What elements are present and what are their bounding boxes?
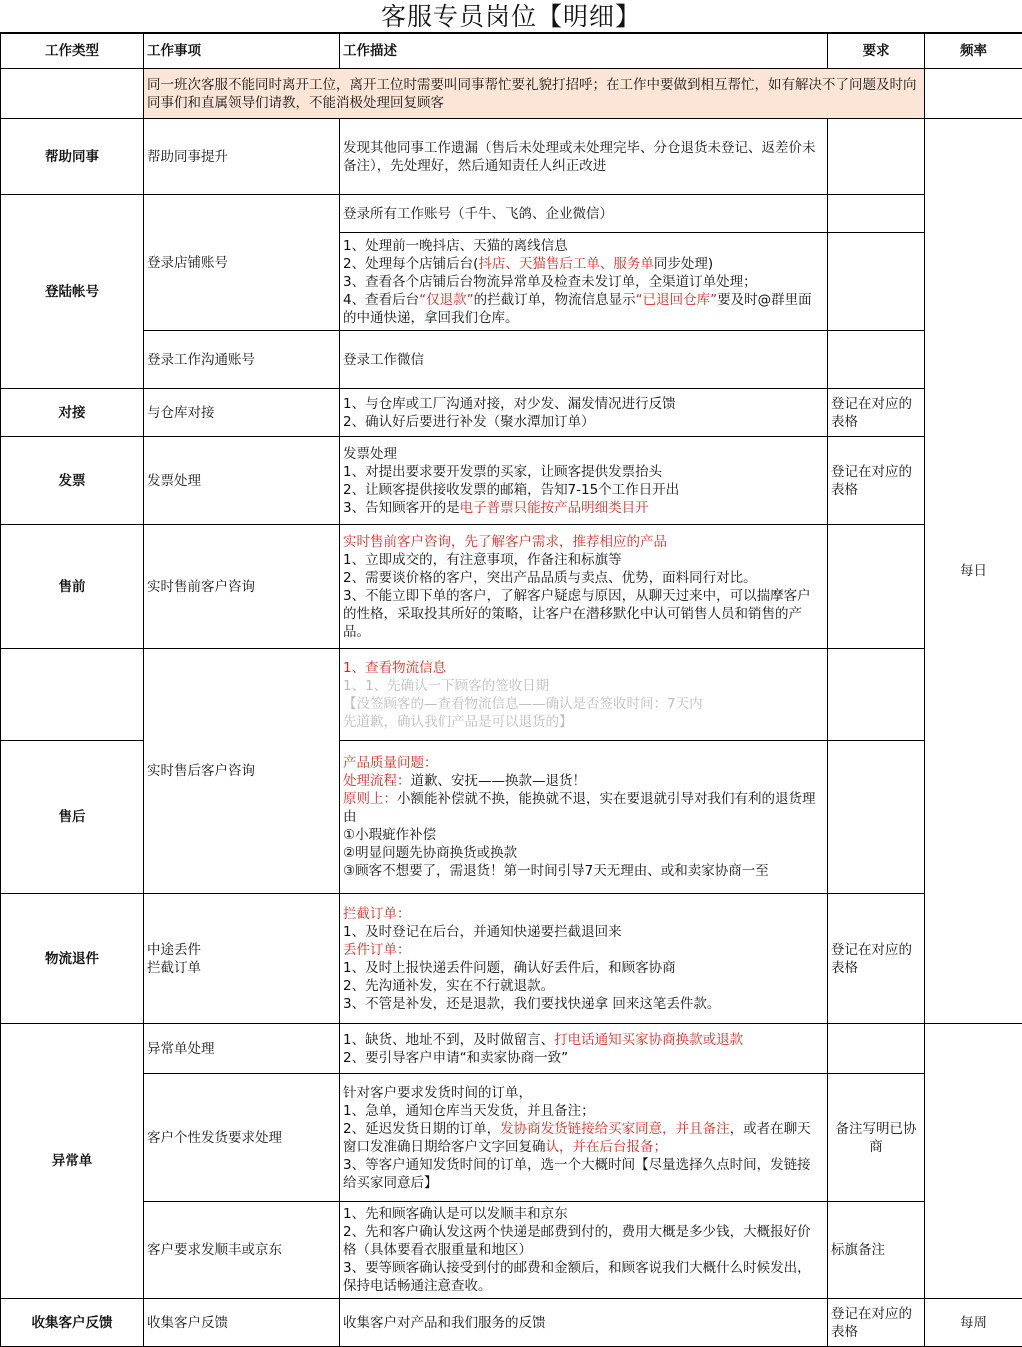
row-logistics	[1, 894, 1022, 1024]
type-dock: 对接	[1, 389, 144, 437]
desc-aftersale-logistics: 1、查看物流信息 1、1、先确认一下顾客的签收日期 【没签顾客的—查看物流信息——确认是否签收时间：7天内 先道歉，确认我们产品是可以退货的】	[340, 649, 828, 741]
desc-help: 发现其他同事工作遗漏（售后未处理或未处理完毕、分仓退货未登记、返差价未备注），先处理好，然后通知责任人纠正改进	[340, 119, 828, 195]
row-presale	[1, 525, 1022, 649]
desc-feedback: 收集客户对产品和我们服务的反馈	[340, 1299, 828, 1347]
page-title: 客服专员岗位【明细】	[0, 0, 1022, 33]
row-help	[1, 119, 1022, 195]
duty-table	[0, 33, 1022, 1347]
req-abnormal-2: 备注写明已协商	[828, 1074, 925, 1202]
item-login-store: 登录店铺账号	[144, 195, 340, 331]
login-line-4: 4、查看后台“仅退款”的拦截订单，物流信息显示“已退回仓库”要及时@群里面的中通快递，拿回我们仓库。	[343, 291, 812, 326]
login-line-3: 3、查看各个店铺后台物流异常单及检查未发订单，全渠道订单处理；	[343, 273, 757, 290]
type-logistics: 物流退件	[1, 894, 144, 1024]
req-aftersale-2	[828, 741, 925, 894]
header-item: 工作事项	[144, 34, 340, 69]
item-abnormal-3: 客户要求发顺丰或京东	[144, 1202, 340, 1299]
item-dock: 与仓库对接	[144, 389, 340, 437]
desc-abnormal-3: 1、先和顾客确认是可以发顺丰和京东 2、先和客户确认发这两个快递是邮费到付的，费用大概是多少钱，大概报好价格（具体要看衣服重量和地区） 3、要等顾客确认接受到付的邮费和金额后，和顾客说我们大概什么时候发出，保持电话畅通注意查收。	[340, 1202, 828, 1299]
item-logistics: 中途丢件 拦截订单	[144, 894, 340, 1024]
desc-login-store	[340, 233, 828, 331]
item-abnormal-2: 客户个性发货要求处理	[144, 1074, 340, 1202]
header-freq: 频率	[925, 34, 1022, 69]
req-login-1b	[828, 233, 925, 331]
type-invoice: 发票	[1, 437, 144, 525]
row-abnormal-2	[1, 1074, 1022, 1202]
item-help: 帮助同事提升	[144, 119, 340, 195]
desc-presale: 实时售前客户咨询，先了解客户需求，推荐相应的产品 1、立即成交的，有注意事项，作备注和标旗等 2、需要谈价格的客户，突出产品品质与卖点、优势，面料同行对比。 3、不能立即下单的客户，了解客户疑虑与原因，从聊天过来中，可以揣摩客户的性格，采取投其所好的策略，让客户在潜移默化中认可销售人员和销售的产品。	[340, 525, 828, 649]
header-type: 工作类型	[1, 34, 144, 69]
note-row	[1, 69, 1022, 119]
type-aftersale: 售后	[1, 741, 144, 894]
row-login-1a	[1, 195, 1022, 233]
note-empty-cell	[1, 69, 144, 119]
desc-aftersale-quality: 产品质量问题： 处理流程：道歉、安抚——换款—退货！ 原则上：小额能补偿就不换，能换就不退，实在要退就引导对我们有利的退货理由 ①小瑕疵作补偿 ②明显问题先协商换货或换款 ③顾客不想要了，需退货！第一时间引导7天无理由、或和卖家协商一至	[340, 741, 828, 894]
row-aftersale-1	[1, 649, 1022, 741]
req-login-1a	[828, 195, 925, 233]
freq-daily: 每日	[925, 119, 1022, 1024]
desc-login-wechat: 登录工作微信	[340, 331, 828, 389]
req-help	[828, 119, 925, 195]
desc-dock: 1、与仓库或工厂沟通对接，对少发、漏发情况进行反馈 2、确认好后要进行补发（聚水潭加订单）	[340, 389, 828, 437]
row-abnormal-1	[1, 1024, 1022, 1074]
note-freq-empty	[925, 69, 1022, 119]
type-feedback: 收集客户反馈	[1, 1299, 144, 1347]
row-invoice	[1, 437, 1022, 525]
desc-login-accounts: 登录所有工作账号（千牛、飞鸽、企业微信）	[340, 195, 828, 233]
row-feedback	[1, 1299, 1022, 1347]
req-presale	[828, 525, 925, 649]
type-presale: 售前	[1, 525, 144, 649]
item-abnormal-1: 异常单处理	[144, 1024, 340, 1074]
freq-abnormal-blank	[925, 1024, 1022, 1299]
req-login-2	[828, 331, 925, 389]
freq-weekly: 每周	[925, 1299, 1022, 1347]
row-abnormal-3	[1, 1202, 1022, 1299]
desc-abnormal-2: 针对客户要求发货时间的订单， 1、急单，通知仓库当天发货，并且备注； 2、延迟发货日期的订单，发协商发货链接给买家同意，并且备注，或者在聊天窗口发准确日期给客户文字回复确认，并在后台报备； 3、等客户通知发货时间的订单，选一个大概时间【尽量选择久点时间，发链接给买家同意后】	[340, 1074, 828, 1202]
row-dock	[1, 389, 1022, 437]
req-feedback: 登记在对应的表格	[828, 1299, 925, 1347]
type-help: 帮助同事	[1, 119, 144, 195]
header-desc: 工作描述	[340, 34, 828, 69]
type-aftersale-blank	[1, 649, 144, 741]
login-line-1: 1、处理前一晚抖店、天猫的离线信息	[343, 237, 568, 254]
req-abnormal-1	[828, 1024, 925, 1074]
item-invoice: 发票处理	[144, 437, 340, 525]
desc-invoice: 发票处理 1、对提出要求要开发票的买家，让顾客提供发票抬头 2、让顾客提供接收发票的邮箱，告知7-15个工作日开出 3、告知顾客开的是电子普票只能按产品明细类目开	[340, 437, 828, 525]
req-invoice: 登记在对应的表格	[828, 437, 925, 525]
login-line-2: 2、处理每个店铺后台(抖店、天猫售后工单、服务单同步处理)	[343, 255, 714, 272]
note-text: 同一班次客服不能同时离开工位，离开工位时需要叫同事帮忙要礼貌打招呼；在工作中要做到相互帮忙，如有解决不了问题及时向同事们和直属领导们请教，不能消极处理回复顾客	[144, 69, 925, 119]
item-login-wechat: 登录工作沟通账号	[144, 331, 340, 389]
desc-abnormal-1: 1、缺货、地址不到，及时做留言、打电话通知买家协商换款或退款 2、要引导客户申请“和卖家协商一致”	[340, 1024, 828, 1074]
item-aftersale: 实时售后客户咨询	[144, 649, 340, 894]
type-abnormal: 异常单	[1, 1024, 144, 1299]
req-logistics: 登记在对应的表格	[828, 894, 925, 1024]
row-login-2	[1, 331, 1022, 389]
type-login: 登陆帐号	[1, 195, 144, 389]
item-presale: 实时售前客户咨询	[144, 525, 340, 649]
header-req: 要求	[828, 34, 925, 69]
req-dock: 登记在对应的表格	[828, 389, 925, 437]
item-feedback: 收集客户反馈	[144, 1299, 340, 1347]
header-row	[1, 34, 1022, 69]
req-abnormal-3: 标旗备注	[828, 1202, 925, 1299]
desc-logistics: 拦截订单： 1、及时登记在后台，并通知快递要拦截退回来 丢件订单： 1、及时上报快递丢件问题，确认好丢件后，和顾客协商 2、先沟通补发，实在不行就退款。 3、不管是补发，还是退款，我们要找快递拿 回来这笔丢件款。	[340, 894, 828, 1024]
req-aftersale-1	[828, 649, 925, 741]
